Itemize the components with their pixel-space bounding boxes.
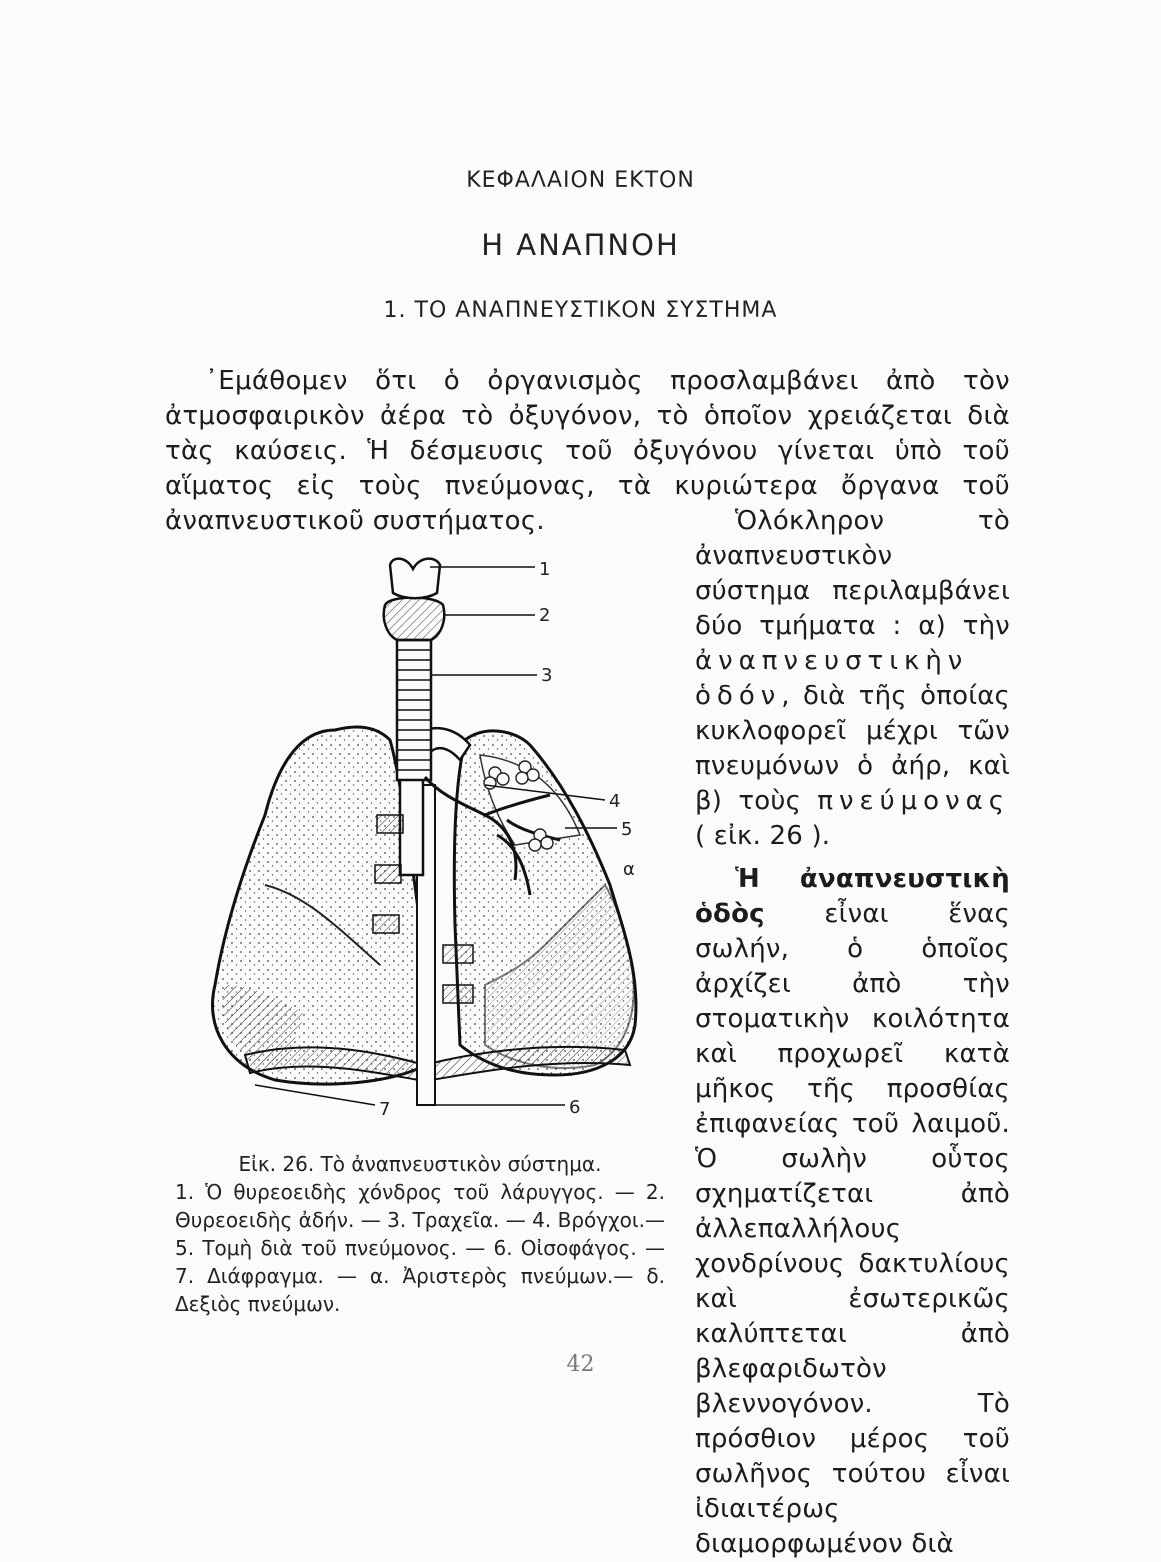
label-6: 6 — [569, 1097, 581, 1118]
page-number: 42 — [566, 1352, 595, 1377]
caption-title: Εἰκ. 26. Τὸ ἀναπνευστικὸν σύστημα. — [238, 1152, 602, 1176]
label-3: 3 — [541, 665, 553, 686]
paragraph-respiratory-system — [695, 504, 1010, 854]
label-2: 2 — [539, 605, 551, 626]
figure-caption — [175, 1150, 665, 1318]
spaced-term-lungs: πνεύμονας — [817, 786, 1010, 816]
thyroid-cartilage — [390, 559, 440, 599]
section-heading: 1. ΤΟ ΑΝΑΠΝΕΥΣΤΙΚΟΝ ΣΥΣΤΗΜΑ — [383, 298, 778, 323]
page-title: Η ΑΝΑΠΝΟΗ — [481, 228, 680, 262]
text-segment: ( εἰκ. 26 ). — [695, 821, 831, 851]
thyroid-gland — [384, 598, 445, 641]
right-column — [695, 504, 1010, 1562]
paragraph-heading: Ἡ ἀναπνευστικὴ ὁδὸς — [695, 864, 1010, 929]
label-alpha: α — [623, 859, 635, 880]
paragraph-airway — [695, 862, 1010, 1562]
text-segment: , διὰ τῆς ὁποίας κυκλοφορεῖ μέχρι τῶν πνευμόνων ὁ ἀήρ, καὶ β) τοὺς — [695, 681, 1010, 816]
caption-text: 1. Ὁ θυρεοειδὴς χόνδρος τοῦ λάρυγγος. — 2. Θυρεοειδὴς ἀδήν. — 3. Τραχεῖα. — 4. Βρόγχοι.— 5. Τομὴ διὰ τοῦ πνεύμονος. — 6. Οἰσοφάγος. — 7. Διάφραγμα. — α. Ἀριστερὸς πνεύμων.— δ. Δεξιὸς πνεύμων. — [175, 1180, 665, 1316]
intro-paragraph: ᾿Εμάθομεν ὅτι ὁ ὀργανισμὸς προσλαμβάνει ἀπὸ τὸν ἀτμοσφαιρικὸν ἀέρα τὸ ὀξυγόνον, τὸ ὁποῖον χρειάζεται διὰ τὰς καύσεις. Ἡ δέσμευσις τοῦ ὀξυγόνου γίνεται ὑπὸ τοῦ αἵματος εἰς τοὺς πνεύμονας, τὰ κυριώτερα ὄργανα τοῦ ἀναπνευστικοῦ συστήματος. — [165, 366, 1010, 536]
respiratory-system-figure — [185, 545, 665, 1135]
label-5: 5 — [621, 819, 633, 840]
chapter-heading: ΚΕΦΑΛΑΙΟΝ ΕΚΤΟΝ — [466, 168, 695, 193]
label-1: 1 — [539, 559, 551, 580]
spaced-term-airway: ἀναπνευστικὴν ὁδόν — [695, 646, 969, 711]
text-segment: εἶναι ἕνας σωλήν, ὁ ὁποῖος ἀρχίζει ἀπὸ τὴν στοματικὴν κοιλότητα καὶ προχωρεῖ κατὰ μῆκος τῆς προσθίας ἐπιφανείας τοῦ λαιμοῦ. Ὁ σωλὴν οὗτος σχηματίζεται ἀπὸ ἀλλεπαλλήλους χονδρίνους δακτυλίους καὶ ἐσωτερικῶς καλύπτεται ἀπὸ βλεφαριδωτὸν βλεννογόνον. Τὸ πρόσθιον μέρος τοῦ σωλῆνος τούτου εἶναι ἰδιαιτέρως διαμορφωμένον διὰ — [695, 899, 1010, 1559]
text-segment: Ὁλόκληρον τὸ ἀναπνευστικὸν σύστημα περιλαμβάνει δύο τμήματα : α) τὴν — [695, 506, 1010, 641]
label-4: 4 — [609, 791, 621, 812]
label-7: 7 — [379, 1099, 391, 1120]
